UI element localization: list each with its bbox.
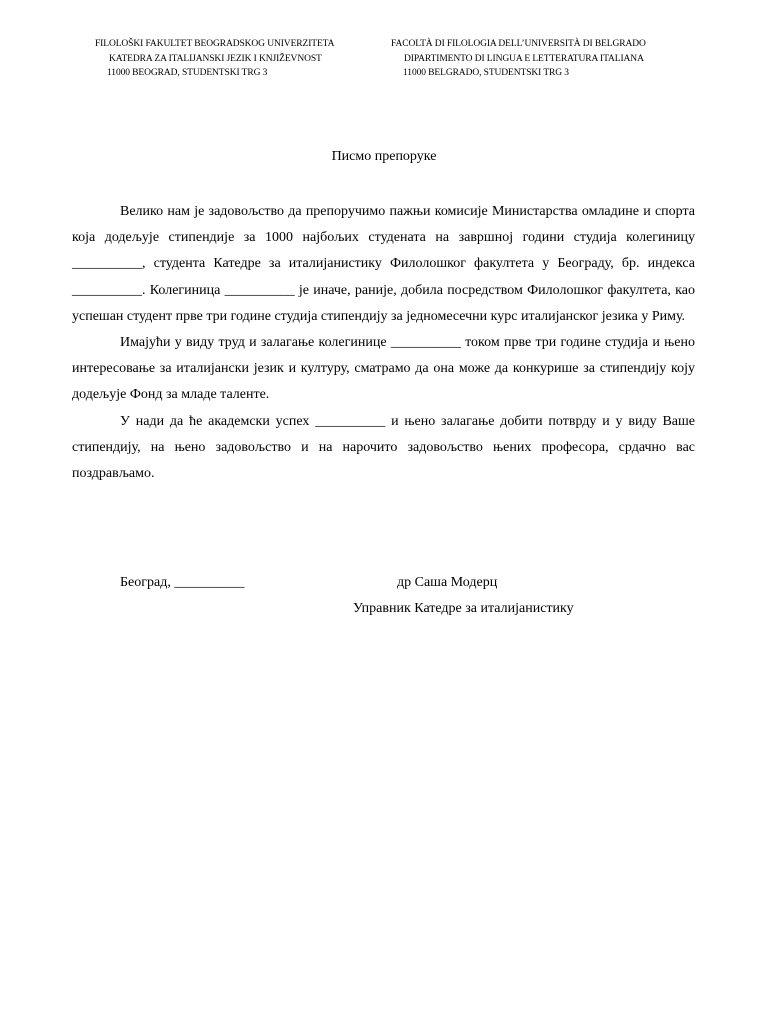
letter-title: Писмо препоруке (331, 149, 437, 164)
letterhead-italian (391, 37, 646, 81)
signatory-role: Управник Катедре за италијанистику (353, 601, 574, 616)
faculty-name-italian: FACOLTÀ DI FILOLOGIA DELL’UNIVERSITÀ DI BELGRADO (391, 39, 646, 49)
address-italian: 11000 BELGRADO, STUDENTSKI TRG 3 (403, 68, 569, 78)
letterhead-serbian (93, 37, 334, 81)
paragraph-recommendation: Велико нам је задовољство да препоручимо пажњи комисије Министарства омладине и спорта која додељује стипендије за 1000 најбољих студената на завршној години студија колегиницу __________, студента Катедре за италијанистику Филолошког факултета у Београду, бр. индекса __________. Колегиница __________ је иначе, раније, добила посредством Филолошког факултета, као успешан студент прве три године студија стипендију за једномесечни курс италијанског језика у Риму. (72, 204, 695, 324)
paragraph-effort: Имајући у виду труд и залагање колегинице __________ током прве три године студија и њено интересовање за италијански језик и културу, сматрамо да она може да конкурише за стипендију коју додељује Фонд за младе таленте. (72, 335, 695, 403)
letter-body (72, 199, 695, 487)
faculty-name-serbian: FILOLOŠKI FAKULTET BEOGRADSKOG UNIVERZITETA (95, 39, 335, 49)
department-name-italian: DIPARTIMENTO DI LINGUA E LETTERATURA ITALIANA (404, 53, 644, 64)
signatory-name: др Саша Модерц (397, 575, 498, 590)
department-name-serbian: KATEDRA ZA ITALIJANSKI JEZIK I KNJIŽEVNOST (109, 53, 322, 64)
place-and-date: Београд, __________ (120, 575, 245, 590)
paragraph-closing: У нади да ће академски успех __________ и њено залагање добити потврду и у виду Ваше стипендију, на њено задовољство и на нарочито задовољство њених професора, срдачно вас поздрављамо. (72, 413, 695, 482)
address-serbian: 11000 BEOGRAD, STUDENTSKI TRG 3 (107, 68, 268, 78)
